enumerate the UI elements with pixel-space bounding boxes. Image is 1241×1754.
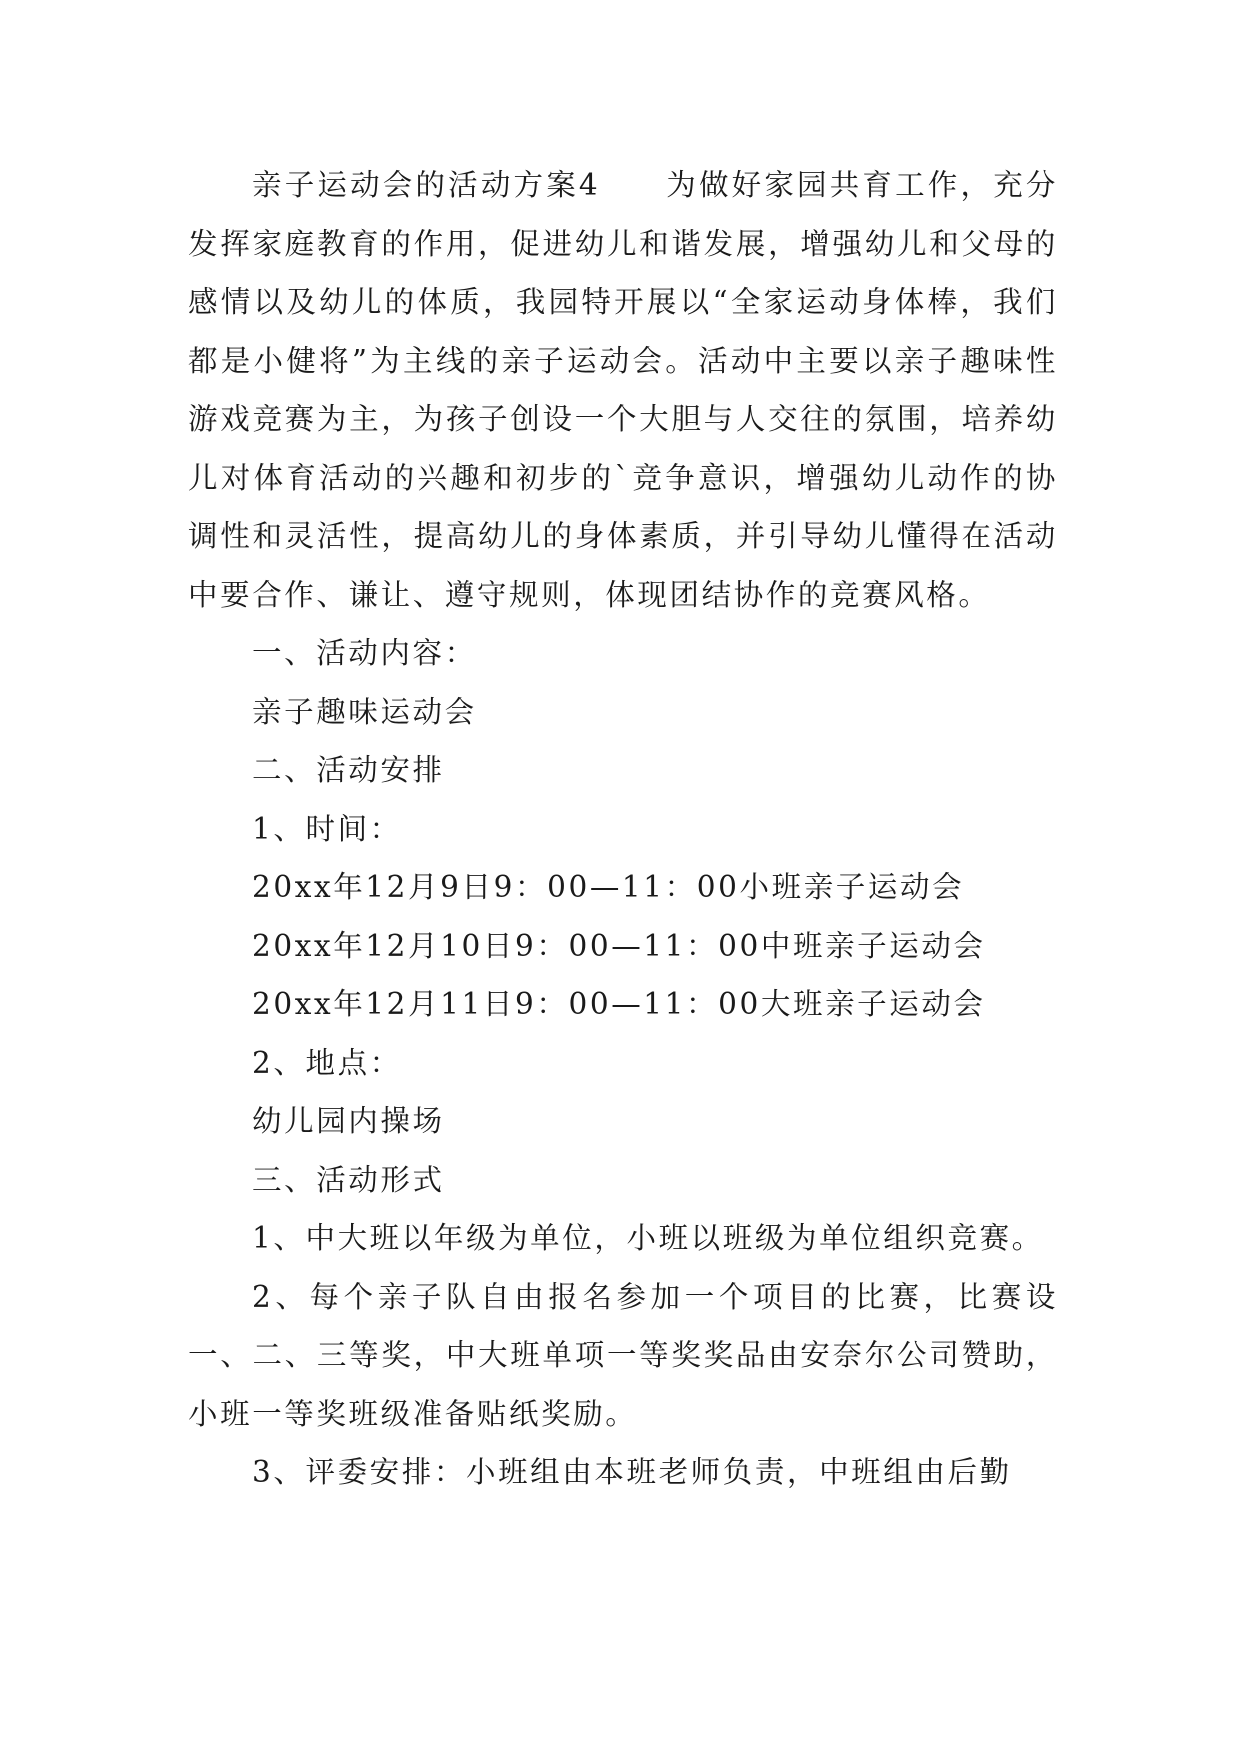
section-heading-arrangement: 二、活动安排 — [252, 753, 445, 787]
schedule-line-small: 20xx年12月9日9：00—11：00小班亲子运动会 — [252, 870, 965, 904]
subheading-location: 2、地点： — [252, 1045, 402, 1080]
format-item-2: 2、每个亲子队自由报名参加一个项目的比赛，比赛设一、二、三等奖，中大班单项一等奖奖品由安奈尔公司赞助，小班一等奖班级准备贴纸奖励。 — [188, 1279, 1058, 1431]
schedule-line-large: 20xx年12月11日9：00—11：00大班亲子运动会 — [252, 987, 986, 1021]
location-line: 幼儿园内操场 — [252, 1104, 445, 1138]
intro-paragraph: 亲子运动会的活动方案4 为做好家园共育工作，充分发挥家庭教育的作用，促进幼儿和谐发展，增强幼儿和父母的感情以及幼儿的体质，我园特开展以“全家运动身体棒，我们都是小健将”为主线的亲子运动会。活动中主要以亲子趣味性游戏竞赛为主，为孩子创设一个大胆与人交往的氛围，培养幼儿对体育活动的兴趣和初步的`竞争意识，增强幼儿动作的协调性和灵活性，提高幼儿的身体素质，并引导幼儿懂得在活动中要合作、谦让、遵守规则，体现团结协作的竞赛风格。 — [188, 168, 1058, 612]
section-heading-format: 三、活动形式 — [252, 1162, 445, 1197]
section-heading-content: 一、活动内容： — [252, 636, 477, 670]
schedule-line-middle: 20xx年12月10日9：00—11：00中班亲子运动会 — [252, 928, 986, 963]
format-item-3: 3、评委安排：小班组由本班老师负责，中班组由后勤 — [252, 1455, 1012, 1489]
document-body — [188, 156, 1058, 1502]
content-line: 亲子趣味运动会 — [252, 694, 477, 729]
format-item-1: 1、中大班以年级为单位，小班以班级为单位组织竞赛。 — [252, 1221, 1044, 1255]
subheading-time: 1、时间： — [252, 811, 402, 846]
